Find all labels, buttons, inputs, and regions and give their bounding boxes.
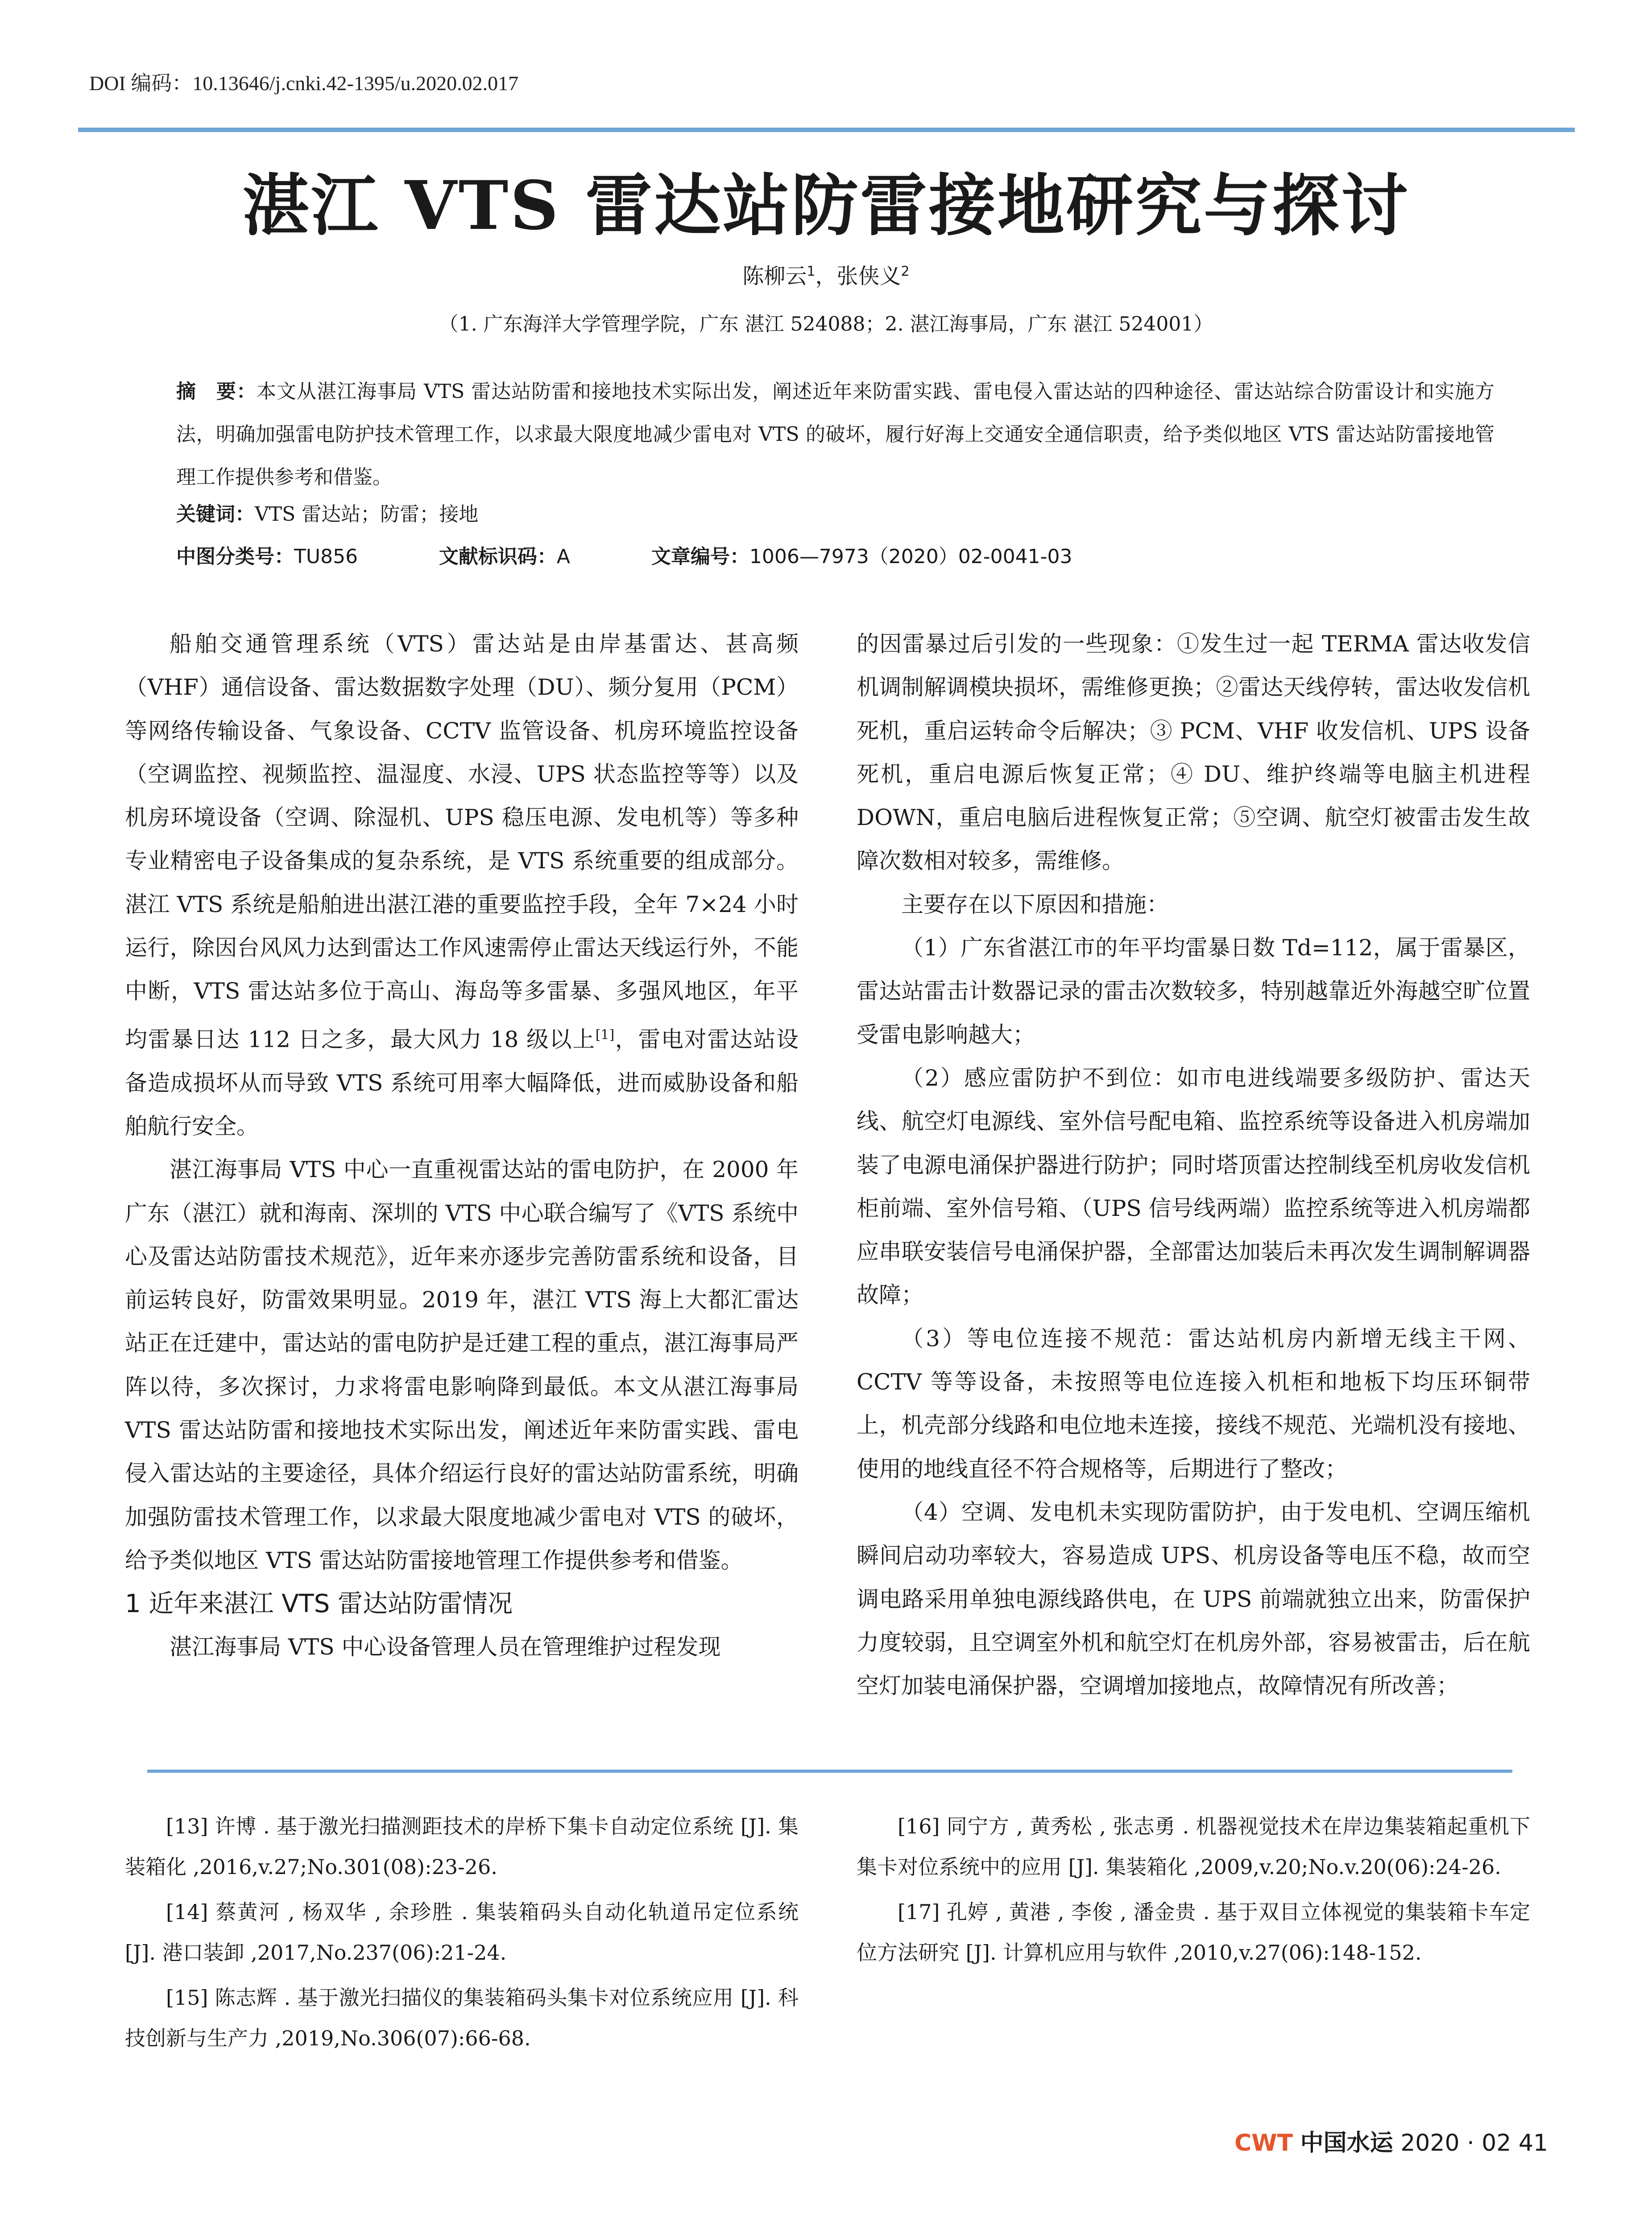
doc-code-label: 文献标识码： [439, 545, 557, 568]
issue-number: 2020 · 02 [1400, 2130, 1511, 2156]
keywords [176, 493, 1495, 536]
reference-item: [15] 陈志辉 . 基于激光扫描仪的集装箱码头集卡对位系统应用 [J]. 科技创新与生产力 ,2019,No.306(07):66-68. [125, 1986, 799, 2050]
journal-name: 中国水运 [1300, 2129, 1393, 2156]
reference-item: [17] 孔婷 , 黄港 , 李俊 , 潘金贵 . 基于双目立体视觉的集装箱卡车定位方法研究 [J]. 计算机应用与软件 ,2010,v.27(06):148-152. [857, 1900, 1530, 1965]
body-column-left [125, 622, 799, 1669]
reference-item: [13] 许博 . 基于激光扫描测距技术的岸桥下集卡自动定位系统 [J]. 集装箱化 ,2016,v.27;No.301(08):23-26. [125, 1814, 799, 1879]
paragraph-text: ，雷电对雷达站设备造成损坏从而导致 VTS 系统可用率大幅降低，进而威胁设备和船舶航行安全。 [125, 1026, 799, 1139]
abstract-text: 本文从湛江海事局 VTS 雷达站防雷和接地技术实际出发，阐述近年来防雷实践、雷电侵入雷达站的四种途径、雷达站综合防雷设计和实施方法，明确加强雷电防护技术管理工作，以求最大限度地减少雷电对 VTS 的破坏，履行好海上交通安全通信职责，给予类似地区 VTS 雷达站防雷接地管理工作提供参考和借鉴。 [176, 380, 1495, 489]
section-heading: 1 近年来湛江 VTS 雷达站防雷情况 [125, 1589, 513, 1619]
article-number-value: 1006—7973（2020）02-0041-03 [749, 545, 1072, 568]
paragraph: （2）感应雷防护不到位：如市电进线端要多级防护、雷达天线、航空灯电源线、室外信号配电箱、监控系统等设备进入机房端加装了电源电涌保护器进行防护；同时塔顶雷达控制线至机房收发信机柜前端、室外信号箱、（UPS 信号线两端）监控系统等进入机房端都应串联安装信号电涌保护器，全部雷达加装后未再次发生调制解调器故障； [857, 1065, 1530, 1308]
paragraph: （3）等电位连接不规范：雷达站机房内新增无线主干网、CCTV 等等设备，未按照等电位连接入机柜和地板下均压环铜带上，机壳部分线路和电位地未连接，接线不规范、光端机没有接地、使用的地线直径不符合规格等，后期进行了整改； [857, 1325, 1530, 1482]
doc-code-value: A [556, 545, 571, 568]
doi-line: DOI 编码：10.13646/j.cnki.42-1395/u.2020.02.017 [89, 72, 519, 95]
abstract-label: 摘 要： [176, 380, 257, 403]
affiliation: （1. 广东海洋大学管理学院，广东 湛江 524088；2. 湛江海事局，广东 湛江 524001） [439, 313, 1213, 336]
references-right [857, 1806, 1530, 1978]
author-2: 张侠义 [836, 264, 901, 289]
paragraph: （1）广东省湛江市的年平均雷暴日数 Td=112，属于雷暴区，雷达站雷击计数器记录的雷击次数较多，特别越靠近外海越空旷位置受雷电影响越大； [857, 935, 1530, 1048]
keywords-text: VTS 雷达站；防雷；接地 [255, 503, 479, 526]
references-left [125, 1806, 799, 2063]
reference-item: [16] 同宁方 , 黄秀松 , 张志勇 . 机器视觉技术在岸边集装箱起重机下集卡对位系统中的应用 [J]. 集装箱化 ,2009,v.20;No.v.20(06):24-26. [857, 1814, 1530, 1879]
header-divider [78, 128, 1575, 132]
page-number: 41 [1518, 2130, 1548, 2156]
paper-title: 湛江 VTS 雷达站防雷接地研究与探讨 [242, 166, 1410, 245]
author-line [0, 259, 1652, 290]
abstract [176, 370, 1495, 499]
journal-logo: CWT [1234, 2130, 1293, 2156]
paragraph [125, 622, 799, 1148]
clc-label: 中图分类号： [176, 545, 294, 568]
author-1: 陈柳云 [742, 264, 807, 289]
page-footer [1234, 2124, 1548, 2157]
paragraph: 湛江海事局 VTS 中心设备管理人员在管理维护过程发现 [170, 1634, 721, 1660]
keywords-label: 关键词： [176, 503, 255, 526]
paragraph: （4）空调、发电机未实现防雷防护，由于发电机、空调压缩机瞬间启动功率较大，容易造成 UPS、机房设备等电压不稳，故而空调电路采用单独电源线路供电，在 UPS 前端就独立出来，防雷保护力度较弱，且空调室外机和航空灯在机房外部，容易被雷击，后在航空灯加装电涌保护器，空调增加接地点，故障情况有所改善； [857, 1499, 1530, 1699]
author-separator: ， [815, 264, 837, 289]
article-number-label: 文章编号： [651, 545, 749, 568]
citation-mark: [1] [595, 1027, 615, 1043]
author-2-affil-mark: 2 [901, 264, 910, 279]
paragraph: 的因雷暴过后引发的一些现象：①发生过一起 TERMA 雷达收发信机调制解调模块损坏，需维修更换；②雷达天线停转，雷达收发信机死机，重启运转命令后解决；③ PCM、VHF 收发信机、UPS 设备死机，重启电源后恢复正常；④ DU、维护终端等电脑主机进程 DOWN，重启电脑后进程恢复正常；⑤空调、航空灯被雷击发生故障次数相对较多，需维修。 [857, 631, 1530, 874]
paragraph-text: 船舶交通管理系统（VTS）雷达站是由岸基雷达、甚高频（VHF）通信设备、雷达数据数字处理（DU）、频分复用（PCM）等网络传输设备、气象设备、CCTV 监管设备、机房环境监控设备（空调监控、视频监控、温湿度、水浸、UPS 状态监控等等）以及机房环境设备（空调、除湿机、UPS 稳压电源、发电机等）等多种专业精密电子设备集成的复杂系统，是 VTS 系统重要的组成部分。湛江 VTS 系统是船舶进出湛江港的重要监控手段，全年 7×24 小时运行，除因台风风力达到雷达工作风速需停止雷达天线运行外，不能中断，VTS 雷达站多位于高山、海岛等多雷暴、多强风地区，年平均雷暴日达 112 日之多，最大风力 18 级以上 [125, 631, 799, 1053]
reference-item: [14] 蔡黄河 , 杨双华 , 余珍胜 . 集装箱码头自动化轨道吊定位系统 [J]. 港口装卸 ,2017,No.237(06):21-24. [125, 1900, 799, 1965]
clc-value: TU856 [294, 545, 358, 568]
body-column-right [857, 622, 1530, 1708]
author-1-affil-mark: 1 [807, 264, 816, 279]
paragraph: 湛江海事局 VTS 中心一直重视雷达站的雷电防护，在 2000 年广东（湛江）就和海南、深圳的 VTS 中心联合编写了《VTS 系统中心及雷达站防雷技术规范》，近年来亦逐步完善防雷系统和设备，目前运转良好，防雷效果明显。2019 年，湛江 VTS 海上大都汇雷达站正在迁建中，雷达站的雷电防护是迁建工程的重点，湛江海事局严阵以待，多次探讨，力求将雷电影响降到最低。本文从湛江海事局 VTS 雷达站防雷和接地技术实际出发，阐述近年来防雷实践、雷电侵入雷达站的主要途径，具体介绍运行良好的雷达站防雷系统，明确加强防雷技术管理工作，以求最大限度地减少雷电对 VTS 的破坏，给予类似地区 VTS 雷达站防雷接地管理工作提供参考和借鉴。 [125, 1157, 799, 1573]
references-divider [147, 1770, 1512, 1773]
classification-line [176, 535, 1495, 578]
paragraph: 主要存在以下原因和措施： [901, 891, 1169, 917]
